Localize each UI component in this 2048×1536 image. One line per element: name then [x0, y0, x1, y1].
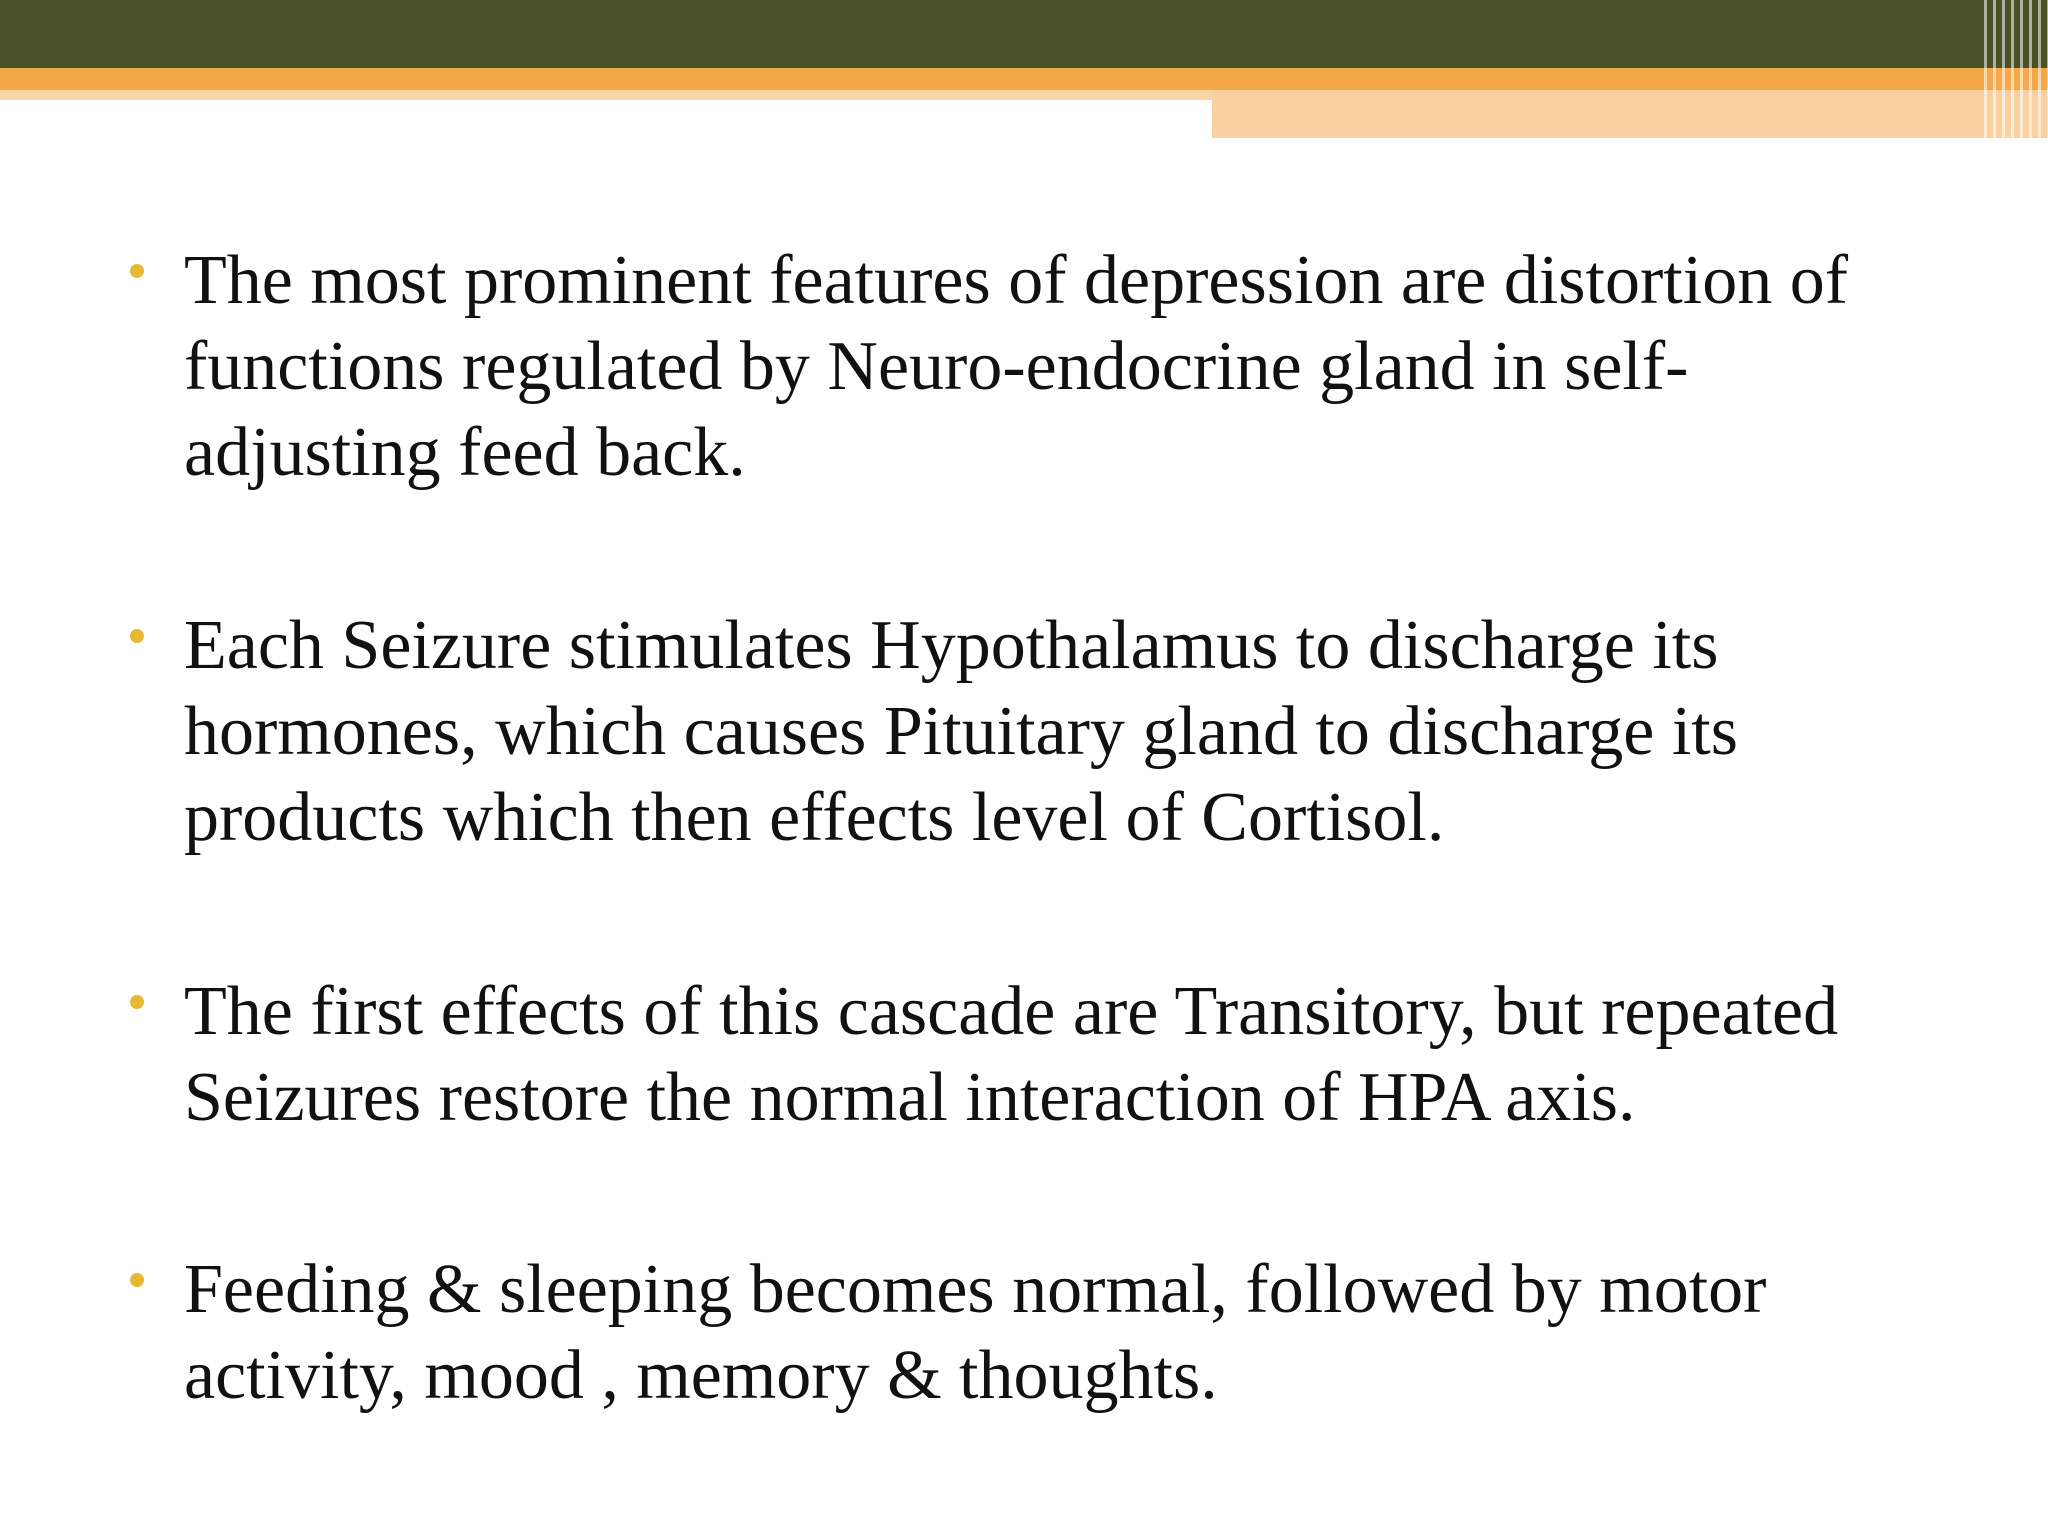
bullet-text: The most prominent features of depression are distortion of functions regulated by Neuro-endocrine gland in self- adjusting feed back.	[184, 242, 1849, 491]
bullet-text: Feeding & sleeping becomes normal, followed by motor activity, mood , memory & thoughts.	[184, 1251, 1767, 1414]
bullet-item	[130, 1247, 1930, 1419]
bullet-dot-icon	[130, 629, 144, 643]
bullet-item	[130, 603, 1930, 861]
bullet-dot-icon	[130, 264, 144, 278]
bullet-item	[130, 969, 1930, 1141]
bullet-text: Each Seizure stimulates Hypothalamus to discharge its hormones, which causes Pituitary gland to discharge its products which then effects level of Cortisol.	[184, 607, 1738, 856]
bullet-dot-icon	[130, 995, 144, 1009]
bullet-dot-icon	[130, 1273, 144, 1287]
bullet-text: The first effects of this cascade are Transitory, but repeated Seizures restore the normal interaction of HPA axis.	[184, 973, 1839, 1136]
bullet-item	[130, 238, 1930, 496]
